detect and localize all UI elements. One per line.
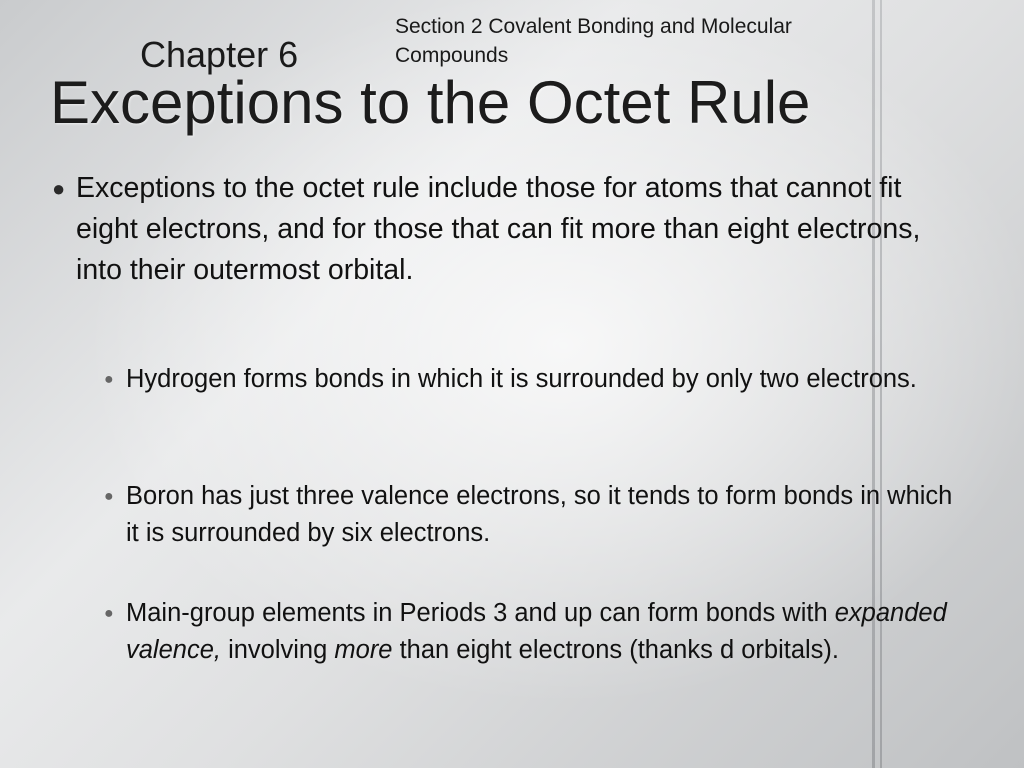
section-label: Section 2 Covalent Bonding and Molecular Compounds xyxy=(395,15,792,67)
bullet-icon: ● xyxy=(104,605,114,622)
sub-bullet-text xyxy=(126,595,964,669)
sub-bullet-boron xyxy=(104,478,964,552)
emphasis-text: more xyxy=(334,636,393,664)
text-fragment: than eight electrons (thanks d orbitals). xyxy=(392,636,839,664)
bullet-icon: ● xyxy=(104,371,114,388)
sub-bullet-hydrogen xyxy=(104,361,964,398)
text-fragment: involving xyxy=(220,636,335,664)
chapter-label: Chapter 6 xyxy=(140,34,299,75)
slide-title: Exceptions to the Octet Rule xyxy=(50,69,811,136)
sub-bullet-text: Boron has just three valence electrons, so it tends to form bonds in which it is surrounded by six electrons. xyxy=(126,482,953,547)
emphasis-text: expanded valence, xyxy=(126,599,947,664)
main-bullet xyxy=(52,168,932,291)
bullet-icon: ● xyxy=(52,176,66,201)
sub-bullet-expanded-valence xyxy=(104,595,964,669)
bullet-icon: ● xyxy=(104,488,114,505)
text-fragment: Main-group elements in Periods 3 and up can form bonds with xyxy=(126,599,835,627)
main-bullet-text: Exceptions to the octet rule include those for atoms that cannot fit eight electrons, and for those that can fit more than eight electrons, into their outermost orbital. xyxy=(76,172,921,286)
sub-bullet-text: Hydrogen forms bonds in which it is surrounded by only two electrons. xyxy=(126,365,917,393)
